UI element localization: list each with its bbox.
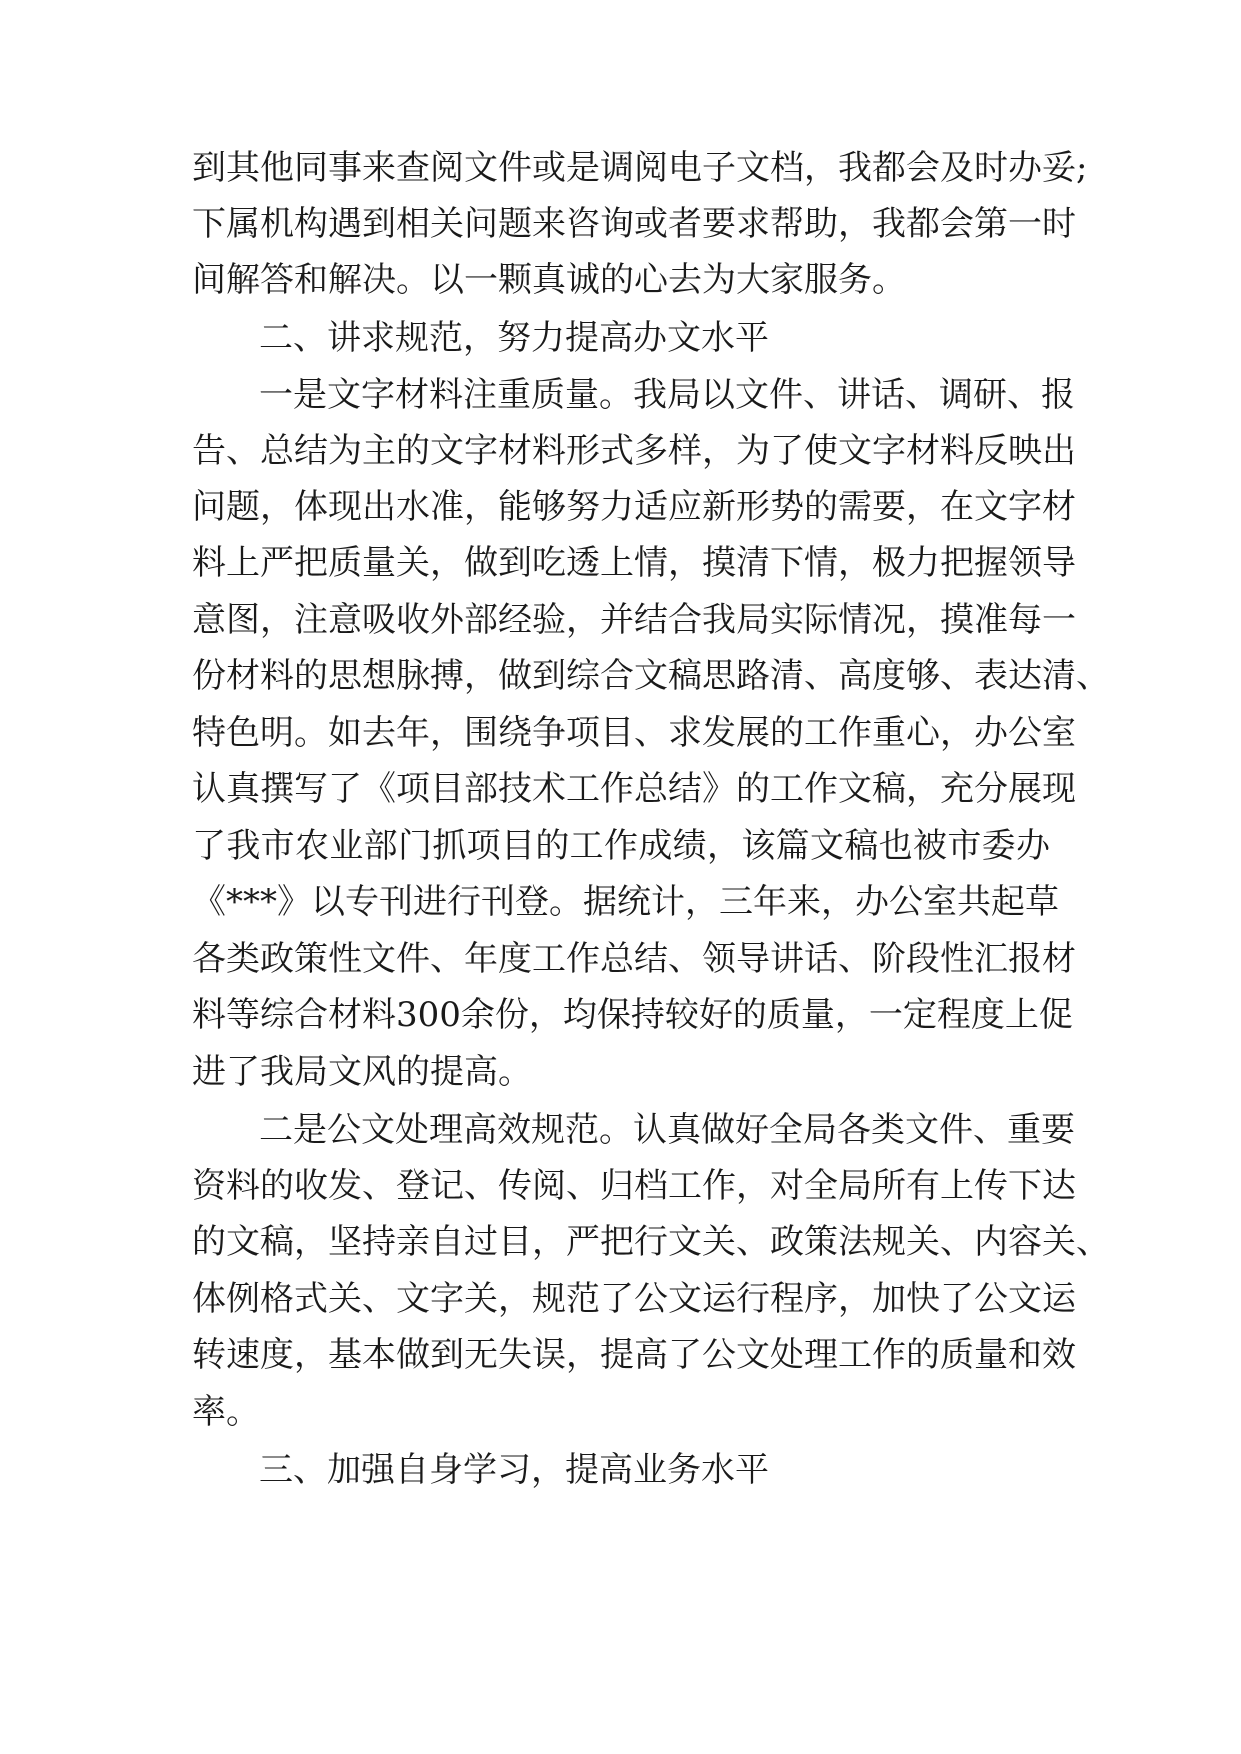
paragraph-line: 下属机构遇到相关问题来咨询或者要求帮助，我都会第一时 xyxy=(192,204,1076,244)
paragraph-line: 特色明。如去年，围绕争项目、求发展的工作重心，办公室 xyxy=(192,713,1076,753)
paragraph-line: 间解答和解决。以一颗真诚的心去为大家服务。 xyxy=(192,260,906,300)
paragraph-line: 一是文字材料注重质量。我局以文件、讲话、调研、报 xyxy=(259,375,1075,415)
paragraph-line: 各类政策性文件、年度工作总结、领导讲话、阶段性汇报材 xyxy=(192,939,1076,979)
paragraph-line: 资料的收发、登记、传阅、归档工作，对全局所有上传下达 xyxy=(192,1166,1076,1206)
paragraph-line: 进了我局文风的提高。 xyxy=(192,1052,532,1092)
paragraph-line: 告、总结为主的文字材料形式多样，为了使文字材料反映出 xyxy=(192,431,1076,471)
section-heading: 三、加强自身学习，提高业务水平 xyxy=(259,1450,769,1490)
paragraph-line: 意图，注意吸收外部经验，并结合我局实际情况，摸准每一 xyxy=(192,600,1076,640)
paragraph-line: 认真撰写了《项目部技术工作总结》的工作文稿，充分展现 xyxy=(192,769,1076,809)
paragraph-line: 份材料的思想脉搏，做到综合文稿思路清、高度够、表达清、 xyxy=(192,656,1110,696)
paragraph-line: 料等综合材料300余份，均保持较好的质量，一定程度上促 xyxy=(192,995,1073,1035)
paragraph-line: 了我市农业部门抓项目的工作成绩，该篇文稿也被市委办 xyxy=(192,826,1050,866)
paragraph-line: 二是公文处理高效规范。认真做好全局各类文件、重要 xyxy=(259,1110,1075,1150)
paragraph-line: 到其他同事来查阅文件或是调阅电子文档，我都会及时办妥; xyxy=(192,148,1088,188)
paragraph-line: 料上严把质量关，做到吃透上情，摸清下情，极力把握领导 xyxy=(192,543,1076,583)
paragraph-line: 体例格式关、文字关，规范了公文运行程序，加快了公文运 xyxy=(192,1279,1076,1319)
paragraph-line: 率。 xyxy=(192,1392,260,1432)
paragraph-line: 转速度，基本做到无失误，提高了公文处理工作的质量和效 xyxy=(192,1335,1076,1375)
paragraph-line: 《***》以专刊进行刊登。据统计，三年来，办公室共起草 xyxy=(192,882,1059,922)
paragraph-line: 的文稿，坚持亲自过目，严把行文关、政策法规关、内容关、 xyxy=(192,1222,1110,1262)
section-heading: 二、讲求规范，努力提高办文水平 xyxy=(259,318,769,358)
paragraph-line: 问题，体现出水准，能够努力适应新形势的需要，在文字材 xyxy=(192,487,1076,527)
